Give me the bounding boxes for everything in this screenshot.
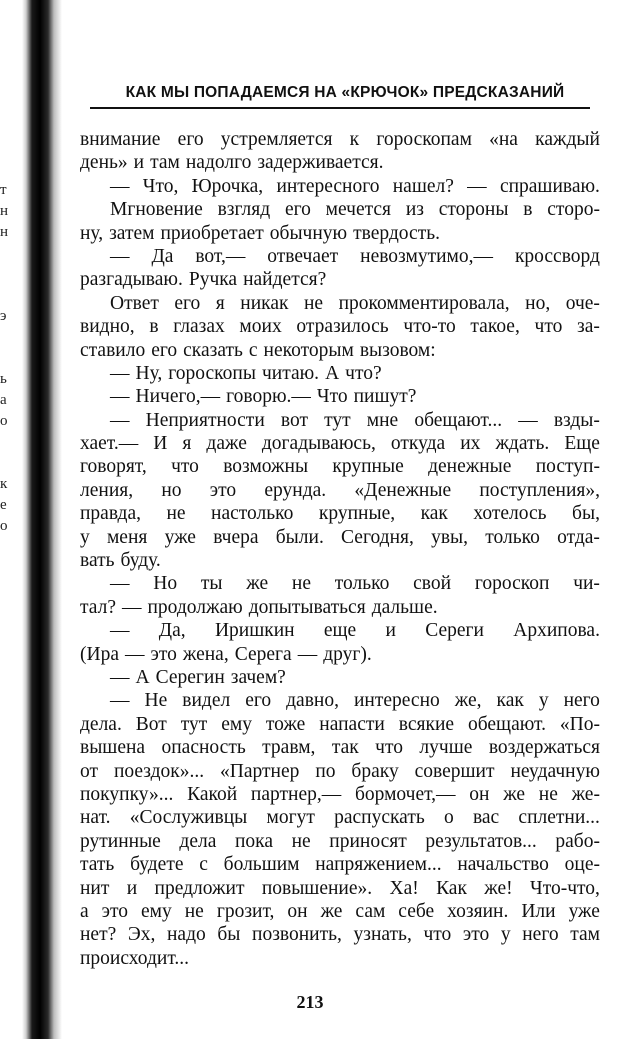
margin-char: н (0, 224, 9, 240)
header-rule (90, 107, 590, 109)
margin-char: о (0, 518, 8, 534)
text-line: тал? — продолжаю допытываться дальше. (80, 596, 438, 618)
text-line: — Что, Юрочка, интересного нашел? — спрашиваю. (110, 175, 600, 197)
margin-char (0, 243, 14, 264)
margin-char (0, 348, 14, 369)
text-line: Ответ его я никак не прокомментировала, но, оче- (110, 292, 600, 314)
text-line: — Но ты же не только свой гороскоп чи- (110, 573, 600, 595)
text-line: у меня уже вчера были. Сегодня, увы, только отда- (80, 526, 600, 548)
text-line: правда, не настолько крупные, как хотелось бы, (80, 503, 600, 525)
margin-char: к (0, 476, 8, 492)
text-line: вать буду. (80, 550, 161, 572)
text-line: покупку»... Какой партнер,— бормочет,— он же не же- (80, 783, 600, 805)
text-line: вышена опасность травм, так что лучше воздержаться (80, 737, 600, 759)
text-line: а это ему не грозит, он же сам себе хозяин. Или уже (80, 900, 600, 922)
text-line: рутинные дела пока не приносят результатов... рабо- (80, 830, 600, 852)
text-line: от поездок»... «Партнер по браку совершит неудачную (80, 760, 600, 782)
margin-char (0, 432, 14, 453)
text-line: внимание его устремляется к гороскопам «на каждый (80, 129, 600, 150)
text-line: ну, затем приобретает обычную твердость. (80, 222, 440, 244)
text-line: — Да, Иришкин еще и Сереги Архипова. (110, 620, 600, 642)
margin-char: ь (0, 371, 7, 387)
text-line: — Неприятности вот тут мне обещают... — взды- (110, 409, 600, 431)
text-line: — Ничего,— говорю.— Что пишут? (110, 386, 417, 408)
margin-char: т (0, 182, 7, 198)
margin-char: э (0, 308, 7, 324)
margin-char: е (0, 497, 7, 513)
text-line: Мгновение взгляд его мечется из стороны в сторо- (110, 199, 600, 221)
text-line: — Не видел его давно, интересно же, как у него (110, 690, 600, 712)
margin-char: о (0, 413, 8, 429)
body-text (80, 128, 600, 970)
margin-char (0, 327, 14, 348)
text-line: день» и там надолго задерживается. (80, 152, 384, 174)
text-line: — Ну, гороскопы читаю. А что? (110, 362, 382, 384)
margin-char (0, 285, 14, 306)
text-line: ления, но это ерунда. «Денежные поступления», (80, 479, 600, 501)
text-line: нит и предложит повышение». Ха! Как же! Что-что, (80, 877, 600, 899)
margin-char: н (0, 203, 9, 219)
page-number: 213 (296, 992, 324, 1012)
running-header: КАК МЫ ПОПАДАЕМСЯ НА «КРЮЧОК» ПРЕДСКАЗАНИЙ (125, 84, 565, 101)
margin-char (0, 453, 14, 474)
text-line: нат. «Сослуживцы могут распускать о вас сплетни... (80, 807, 600, 829)
text-line: разгадываю. Ручка найдется? (80, 269, 327, 291)
text-line: говорят, что возможны крупные денежные поступ- (80, 456, 600, 478)
text-line: тать будете с большим напряжением... начальство оце- (80, 854, 600, 876)
text-line: — А Серегин зачем? (110, 666, 286, 688)
text-line: дела. Вот тут ему тоже напасти всякие обещают. «По- (80, 713, 600, 735)
text-line: видно, в глазах моих отразилось что-то такое, что за- (80, 316, 600, 338)
margin-char (0, 264, 14, 285)
text-line: — Да вот,— отвечает невозмутимо,— кроссворд (110, 245, 600, 267)
margin-char: а (0, 392, 7, 408)
adjacent-page-margin-text (0, 180, 14, 537)
text-line: нет? Эх, надо бы позвонить, узнать, что это у него там (80, 924, 600, 946)
text-line: хает.— И я даже догадываюсь, откуда их ждать. Еще (80, 433, 600, 455)
text-line: происходит... (80, 947, 190, 969)
text-line: ставило его сказать с некоторым вызовом: (80, 339, 436, 361)
text-line: (Ира — это жена, Серега — друг). (80, 643, 372, 665)
